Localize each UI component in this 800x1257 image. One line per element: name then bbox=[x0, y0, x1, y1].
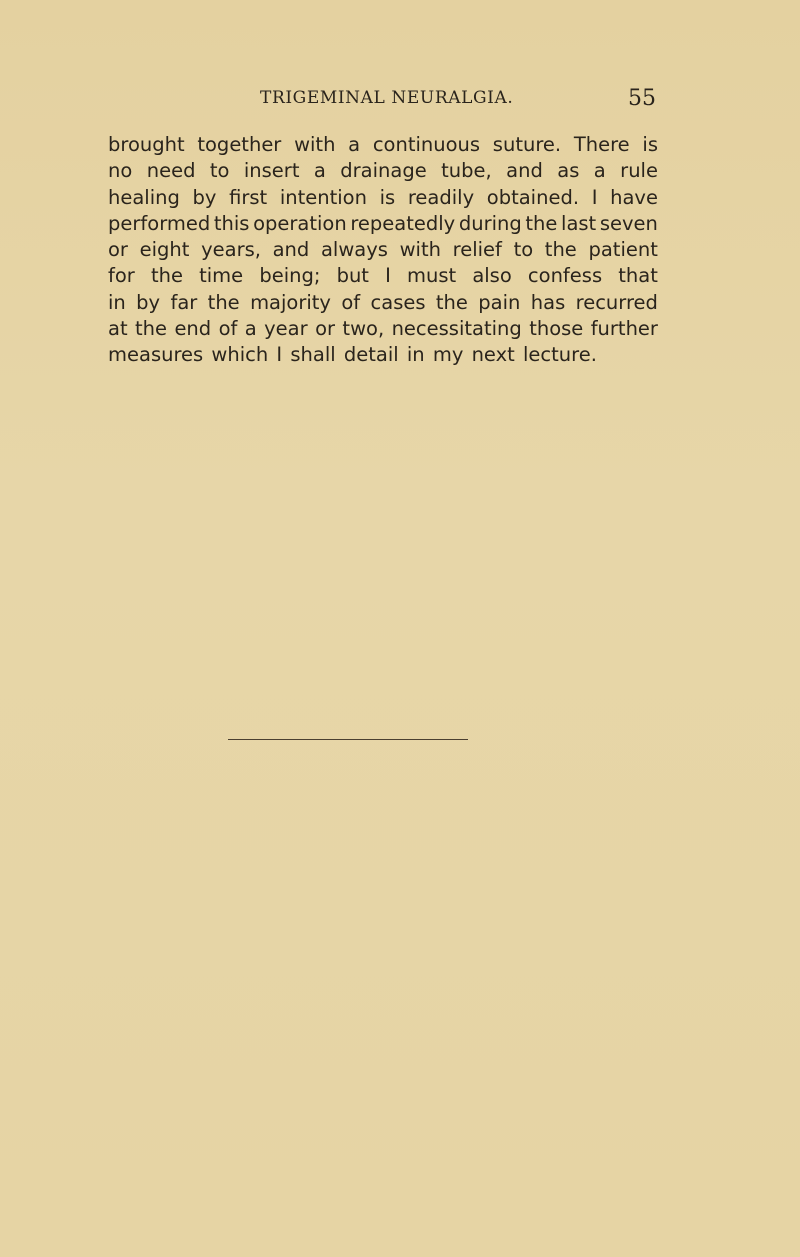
word: first bbox=[229, 185, 268, 209]
word: by bbox=[192, 185, 217, 209]
word: necessitating bbox=[391, 317, 522, 341]
word: seven bbox=[599, 211, 658, 235]
word: year bbox=[264, 317, 308, 341]
word: healing bbox=[108, 185, 180, 209]
text-line-5 bbox=[108, 237, 658, 263]
word: operation bbox=[253, 211, 347, 235]
word: no bbox=[108, 159, 133, 183]
word: drainage bbox=[340, 159, 427, 183]
word: also bbox=[472, 264, 512, 288]
word: of bbox=[341, 290, 361, 314]
word: confess bbox=[527, 264, 603, 288]
word: far bbox=[170, 290, 198, 314]
word: the bbox=[135, 317, 168, 341]
word: recurred bbox=[575, 290, 658, 314]
word: performed bbox=[108, 211, 211, 235]
text-line-1 bbox=[108, 132, 658, 158]
word: intention bbox=[279, 185, 367, 209]
line-text: measures which I shall detail in my next lecture. bbox=[108, 343, 597, 367]
word: as bbox=[557, 159, 580, 183]
running-title: TRIGEMINAL NEURALGIA. bbox=[260, 88, 514, 108]
word: further bbox=[590, 317, 658, 341]
word: patient bbox=[588, 238, 658, 262]
text-line-8 bbox=[108, 316, 658, 342]
word: rule bbox=[620, 159, 658, 183]
word: a bbox=[244, 317, 257, 341]
word: and bbox=[272, 238, 310, 262]
word: two, bbox=[342, 317, 385, 341]
word: with bbox=[294, 133, 336, 156]
word: those bbox=[529, 317, 584, 341]
text-line-6 bbox=[108, 263, 658, 289]
word: suture. bbox=[492, 133, 562, 156]
word: this bbox=[213, 211, 250, 235]
word: by bbox=[136, 290, 161, 314]
word: majority bbox=[250, 290, 331, 314]
word: a bbox=[593, 159, 606, 183]
text-line-9 bbox=[108, 342, 658, 368]
text-line-3 bbox=[108, 185, 658, 211]
word: time bbox=[199, 264, 244, 288]
word: the bbox=[207, 290, 240, 314]
word: a bbox=[313, 159, 326, 183]
text-line-7 bbox=[108, 290, 658, 316]
word: or bbox=[108, 238, 128, 262]
word: need bbox=[146, 159, 196, 183]
word: I bbox=[385, 264, 391, 288]
word: has bbox=[530, 290, 566, 314]
word: to bbox=[209, 159, 230, 183]
word: repeatedly bbox=[350, 211, 456, 235]
text-line-4 bbox=[108, 211, 658, 237]
word: last bbox=[561, 211, 597, 235]
word: but bbox=[336, 264, 369, 288]
word: eight bbox=[139, 238, 190, 262]
word: the bbox=[435, 290, 468, 314]
word: pain bbox=[478, 290, 521, 314]
word: the bbox=[525, 211, 558, 235]
word: for bbox=[108, 264, 135, 288]
word: readily bbox=[407, 185, 475, 209]
word: that bbox=[618, 264, 658, 288]
word: relief bbox=[452, 238, 502, 262]
word: must bbox=[407, 264, 457, 288]
word: insert bbox=[243, 159, 300, 183]
word: being; bbox=[259, 264, 321, 288]
word: at bbox=[108, 317, 128, 341]
word: the bbox=[544, 238, 577, 262]
word: cases bbox=[370, 290, 426, 314]
word: to bbox=[513, 238, 534, 262]
word: tube, bbox=[441, 159, 492, 183]
word: is bbox=[379, 185, 396, 209]
word: is bbox=[642, 133, 658, 156]
word: years, bbox=[201, 238, 261, 262]
word: a bbox=[348, 133, 361, 156]
word: There bbox=[573, 133, 630, 156]
word: obtained. bbox=[486, 185, 580, 209]
word: brought bbox=[108, 133, 185, 156]
word: together bbox=[197, 133, 282, 156]
body-paragraph bbox=[108, 132, 658, 369]
word: with bbox=[399, 238, 441, 262]
page-number: 55 bbox=[628, 86, 656, 111]
word: in bbox=[108, 290, 126, 314]
word: during bbox=[458, 211, 522, 235]
text-line-2 bbox=[108, 158, 658, 184]
word: continuous bbox=[372, 133, 481, 156]
word: end bbox=[174, 317, 212, 341]
word: have bbox=[610, 185, 658, 209]
section-divider bbox=[228, 739, 468, 740]
word: the bbox=[150, 264, 183, 288]
word: I bbox=[591, 185, 598, 209]
word: or bbox=[315, 317, 336, 341]
running-head bbox=[108, 88, 658, 118]
word: and bbox=[506, 159, 543, 183]
word: of bbox=[218, 317, 238, 341]
word: always bbox=[320, 238, 388, 262]
